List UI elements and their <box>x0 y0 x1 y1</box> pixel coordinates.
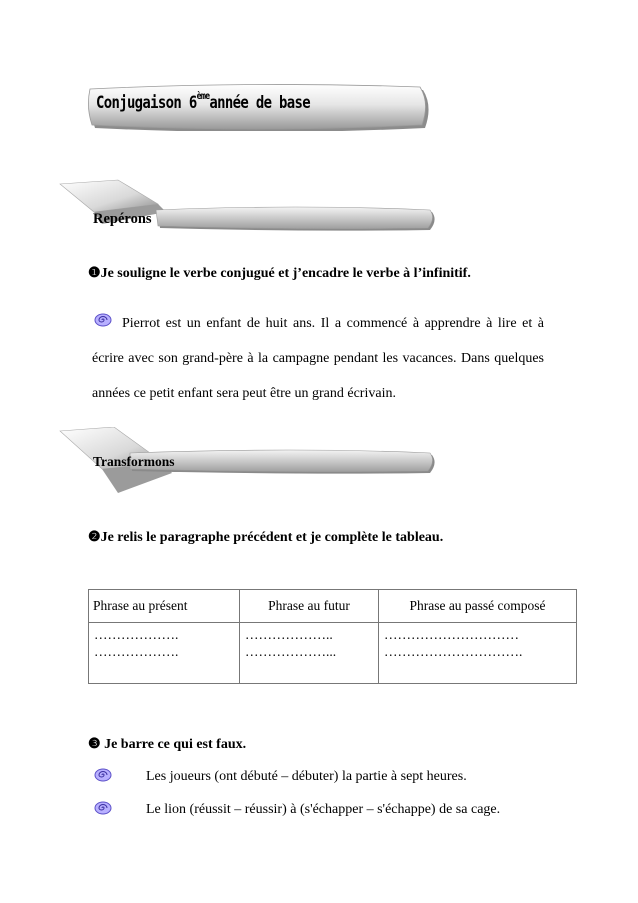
conjugation-table <box>88 589 577 684</box>
exercise-3-number: ❸ <box>88 737 101 752</box>
section-title-transformons: Transformons <box>93 454 175 469</box>
spiral-bullet-icon <box>94 768 112 782</box>
table-header-passe-compose: Phrase au passé composé <box>379 590 577 623</box>
table-row <box>89 623 577 684</box>
exercise-3-instruction: ❸ Je barre ce qui est faux. <box>88 737 247 752</box>
exercise-1-instruction: ❶Je souligne le verbe conjugué et j’encadre le verbe à l’infinitif. <box>88 266 471 281</box>
section-banner-shape <box>58 178 438 242</box>
exercise-3-line-1[interactable]: Les joueurs (ont débuté – débuter) la partie à sept heures. <box>146 769 467 784</box>
table-cell-futur[interactable]: ……………….. ………………... <box>240 623 379 684</box>
table-header-row <box>89 590 577 623</box>
exercise-1-number: ❶ <box>88 266 101 281</box>
spiral-bullet-icon <box>94 801 112 815</box>
table-cell-present[interactable]: ………………. ………………. <box>89 623 240 684</box>
exercise-2-instruction: ❷Je relis le paragraphe précédent et je complète le tableau. <box>88 530 444 545</box>
exercise-1-paragraph: Pierrot est un enfant de huit ans. Il a commencé à apprendre à lire et à écrire avec son grand-père à la campagne pendant les vacances. Dans quelques années ce petit enfant sera peut être un grand écrivain. <box>92 316 544 401</box>
table-cell-passe-compose[interactable]: ………………………… …………………………. <box>379 623 577 684</box>
table-header-present: Phrase au présent <box>89 590 240 623</box>
exercise-3-line-2[interactable]: Le lion (réussit – réussir) à (s'échapper – s'échappe) de sa cage. <box>146 802 501 817</box>
exercise-2-number: ❷ <box>88 530 101 545</box>
page-title: Conjugaison 6èmeannée de base <box>96 91 311 113</box>
table-header-futur: Phrase au futur <box>240 590 379 623</box>
section-banner-reperons <box>58 178 438 242</box>
section-title-reperons: Repérons <box>93 211 152 227</box>
